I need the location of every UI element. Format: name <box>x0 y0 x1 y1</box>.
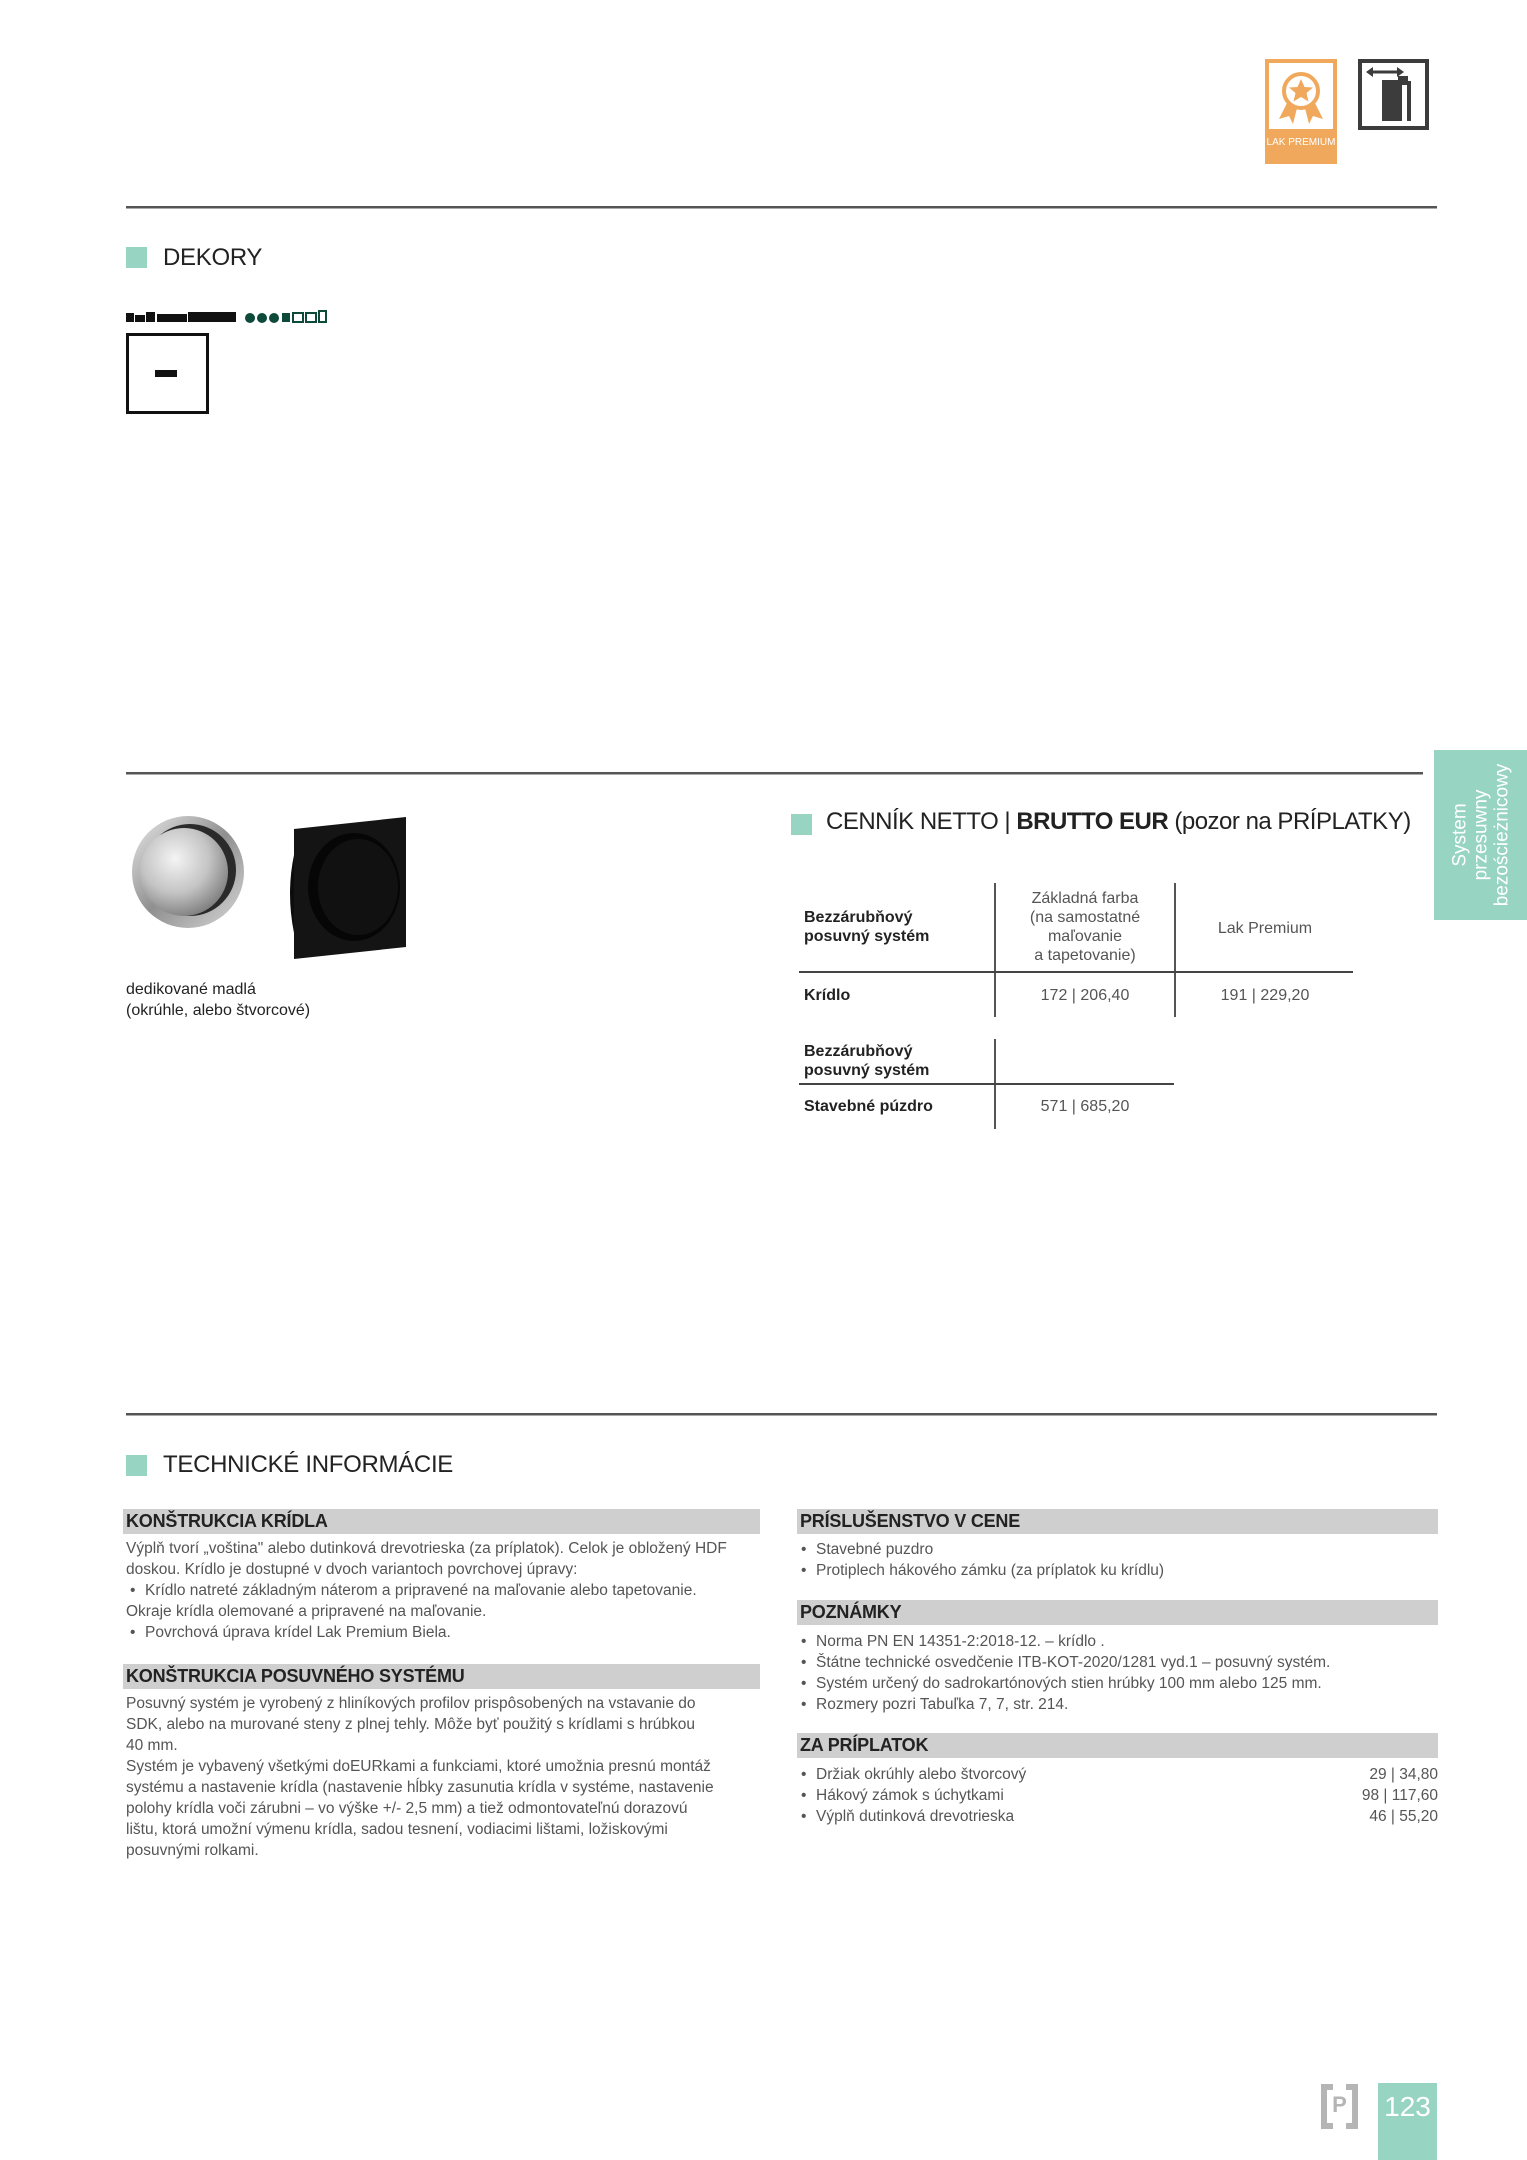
list-item: • Štátne technické osvedčenie ITB-KOT-2020/1281 vyd.1 – posuvný systém. <box>797 1652 1330 1673</box>
price-cell: 172 | 206,40 <box>1040 987 1130 1004</box>
system-construction-text <box>126 1693 714 1861</box>
row-header-line-2: posuvný systém <box>804 1062 930 1079</box>
divider-middle <box>126 772 1423 775</box>
surcharge-list <box>797 1764 1438 1827</box>
list-item: • Systém určený do sadrokartónových stien hrúbky 100 mm alebo 125 mm. <box>797 1673 1330 1694</box>
dekory-title: DEKORY <box>163 244 263 271</box>
row-label: Krídlo <box>804 987 851 1004</box>
wing-construction-heading-bar <box>123 1509 760 1534</box>
text-line: lištu, ktorá umožní výmenu krídla, sadou tesnení, vodiacimi lištami, ložiskovými <box>126 1821 668 1838</box>
brand-logo-letter: P <box>1332 2092 1347 2117</box>
table-row-header <box>804 908 929 946</box>
decor-swatch-label-image <box>155 370 177 377</box>
notes-heading-bar <box>797 1600 1438 1625</box>
divider-bottom <box>126 1413 1437 1416</box>
list-item: • Protiplech hákového zámku (za príplatok ku krídlu) <box>797 1560 1164 1581</box>
page-number: 123 <box>1384 2091 1431 2122</box>
price-title-suffix: (pozor na PRÍPLATKY) <box>1168 808 1411 835</box>
notes-heading: POZNÁMKY <box>800 1602 902 1622</box>
sliding-door-icon <box>1358 59 1429 130</box>
col-header-line: maľovanie <box>1047 928 1123 945</box>
section-marker-icon <box>126 247 147 268</box>
text-line: doskou. Krídlo je dostupné v dvoch variantoch povrchovej úpravy: <box>126 1561 578 1578</box>
price-list-title <box>826 808 1411 836</box>
col-header-line: (na samostatné <box>1029 909 1141 926</box>
list-item <box>797 1764 1438 1785</box>
table-row-header <box>804 1042 929 1080</box>
side-category-tab[interactable] <box>1434 750 1527 920</box>
side-tab-line-2: przesuwny <box>1470 789 1491 881</box>
list-item: • Norma PN EN 14351-2:2018-12. – krídlo . <box>797 1631 1330 1652</box>
handles-caption-line-2: (okrúhle, alebo štvorcové) <box>126 1002 311 1019</box>
accessories-heading: PRÍSLUŠENSTVO V CENE <box>800 1511 1021 1531</box>
text-line: 40 mm. <box>126 1737 178 1754</box>
price-title-regular: CENNÍK NETTO | <box>826 808 1017 835</box>
section-marker-icon <box>791 814 812 835</box>
side-tab-line-1: System <box>1449 803 1470 867</box>
page-number-box <box>1378 2083 1437 2160</box>
list-item <box>797 1785 1438 1806</box>
row-header-line-1: Bezzárubňový <box>804 909 913 926</box>
surcharge-label: • Výplň dutinková drevotrieska <box>797 1808 1014 1825</box>
section-marker-icon <box>126 1455 147 1476</box>
accessories-list <box>797 1539 1164 1581</box>
surcharge-label: • Hákový zámok s úchytkami <box>797 1787 1004 1804</box>
round-handle-image <box>128 812 248 937</box>
wing-construction-text <box>126 1538 727 1643</box>
col-header-line: a tapetovanie) <box>1034 947 1136 964</box>
surcharge-heading: ZA PRÍPLATOK <box>800 1735 929 1755</box>
row-header-line-2: posuvný systém <box>804 928 930 945</box>
row-header-line-1: Bezzárubňový <box>804 1043 913 1060</box>
lak-premium-label: LAK PREMIUM <box>1266 137 1336 148</box>
list-item: • Rozmery pozri Tabuľka 7, 7, str. 214. <box>797 1694 1330 1715</box>
accessories-heading-bar <box>797 1509 1438 1534</box>
price-title-bold: BRUTTO EUR <box>1016 808 1169 835</box>
tech-info-title: TECHNICKÉ INFORMÁCIE <box>163 1451 454 1478</box>
text-line: Okraje krídla olemované a pripravené na maľovanie. <box>126 1603 487 1620</box>
text-line: systému a nastavenie krídla (nastavenie hĺbky zasunutia krídla v systéme, nastavenie <box>126 1779 714 1796</box>
side-tab-label <box>1449 764 1512 907</box>
decor-label-image <box>126 309 336 330</box>
handles-caption <box>126 979 310 1021</box>
text-line: SDK, alebo na murované steny z plnej tehly. Môže byť použitý s krídlami s hrúbkou <box>126 1716 695 1733</box>
system-construction-heading: KONŠTRUKCIA POSUVNÉHO SYSTÉMU <box>126 1666 465 1686</box>
divider-top <box>126 206 1437 209</box>
table-divider <box>799 971 1353 973</box>
list-item: • Stavebné puzdro <box>797 1539 1164 1560</box>
lak-premium-badge-icon <box>1265 59 1337 164</box>
brand-logo-icon <box>1321 2084 1358 2129</box>
bullet-item: • Krídlo natreté základným náterom a pripravené na maľovanie alebo tapetovanie. <box>126 1580 727 1601</box>
row-label: Stavebné púzdro <box>804 1098 933 1115</box>
system-construction-heading-bar <box>123 1664 760 1689</box>
text-line: polohy krídla voči zárubni – vo výške +/- 2,5 mm) a tiež odmontovateľnú dorazovú <box>126 1800 688 1817</box>
surcharge-price: 29 | 34,80 <box>1369 1766 1438 1783</box>
text-line: posuvnými rolkami. <box>126 1842 259 1859</box>
surcharge-price: 98 | 117,60 <box>1361 1787 1438 1804</box>
wing-construction-heading: KONŠTRUKCIA KRÍDLA <box>126 1511 328 1531</box>
text-line: Systém je vybavený všetkými doEURkami a funkciami, ktoré umožnia presnú montáž <box>126 1758 711 1775</box>
column-header-lak-premium: Lak Premium <box>1217 920 1313 937</box>
square-handle-image <box>284 815 408 965</box>
handles-caption-line-1: dedikované madlá <box>126 981 256 998</box>
surcharge-label: • Držiak okrúhly alebo štvorcový <box>797 1766 1026 1783</box>
notes-list <box>797 1631 1330 1715</box>
side-tab-line-3: bezościeżnicowy <box>1491 763 1512 907</box>
list-item <box>797 1806 1438 1827</box>
bullet-item: • Povrchová úprava krídel Lak Premium Biela. <box>126 1622 727 1643</box>
decor-swatch-biela[interactable] <box>126 333 209 414</box>
column-header-basic-color <box>996 889 1174 965</box>
col-header-line: Základná farba <box>1031 890 1139 907</box>
price-cell: 191 | 229,20 <box>1220 987 1310 1004</box>
table-divider <box>799 1083 1174 1085</box>
surcharge-heading-bar <box>797 1733 1438 1758</box>
price-cell: 571 | 685,20 <box>1040 1098 1130 1115</box>
text-line: Výplň tvorí „voština" alebo dutinková drevotrieska (za príplatok). Celok je obložený HDF <box>126 1540 727 1557</box>
text-line: Posuvný systém je vyrobený z hliníkových profilov prispôsobených na vstavanie do <box>126 1695 696 1712</box>
surcharge-price: 46 | 55,20 <box>1369 1808 1438 1825</box>
